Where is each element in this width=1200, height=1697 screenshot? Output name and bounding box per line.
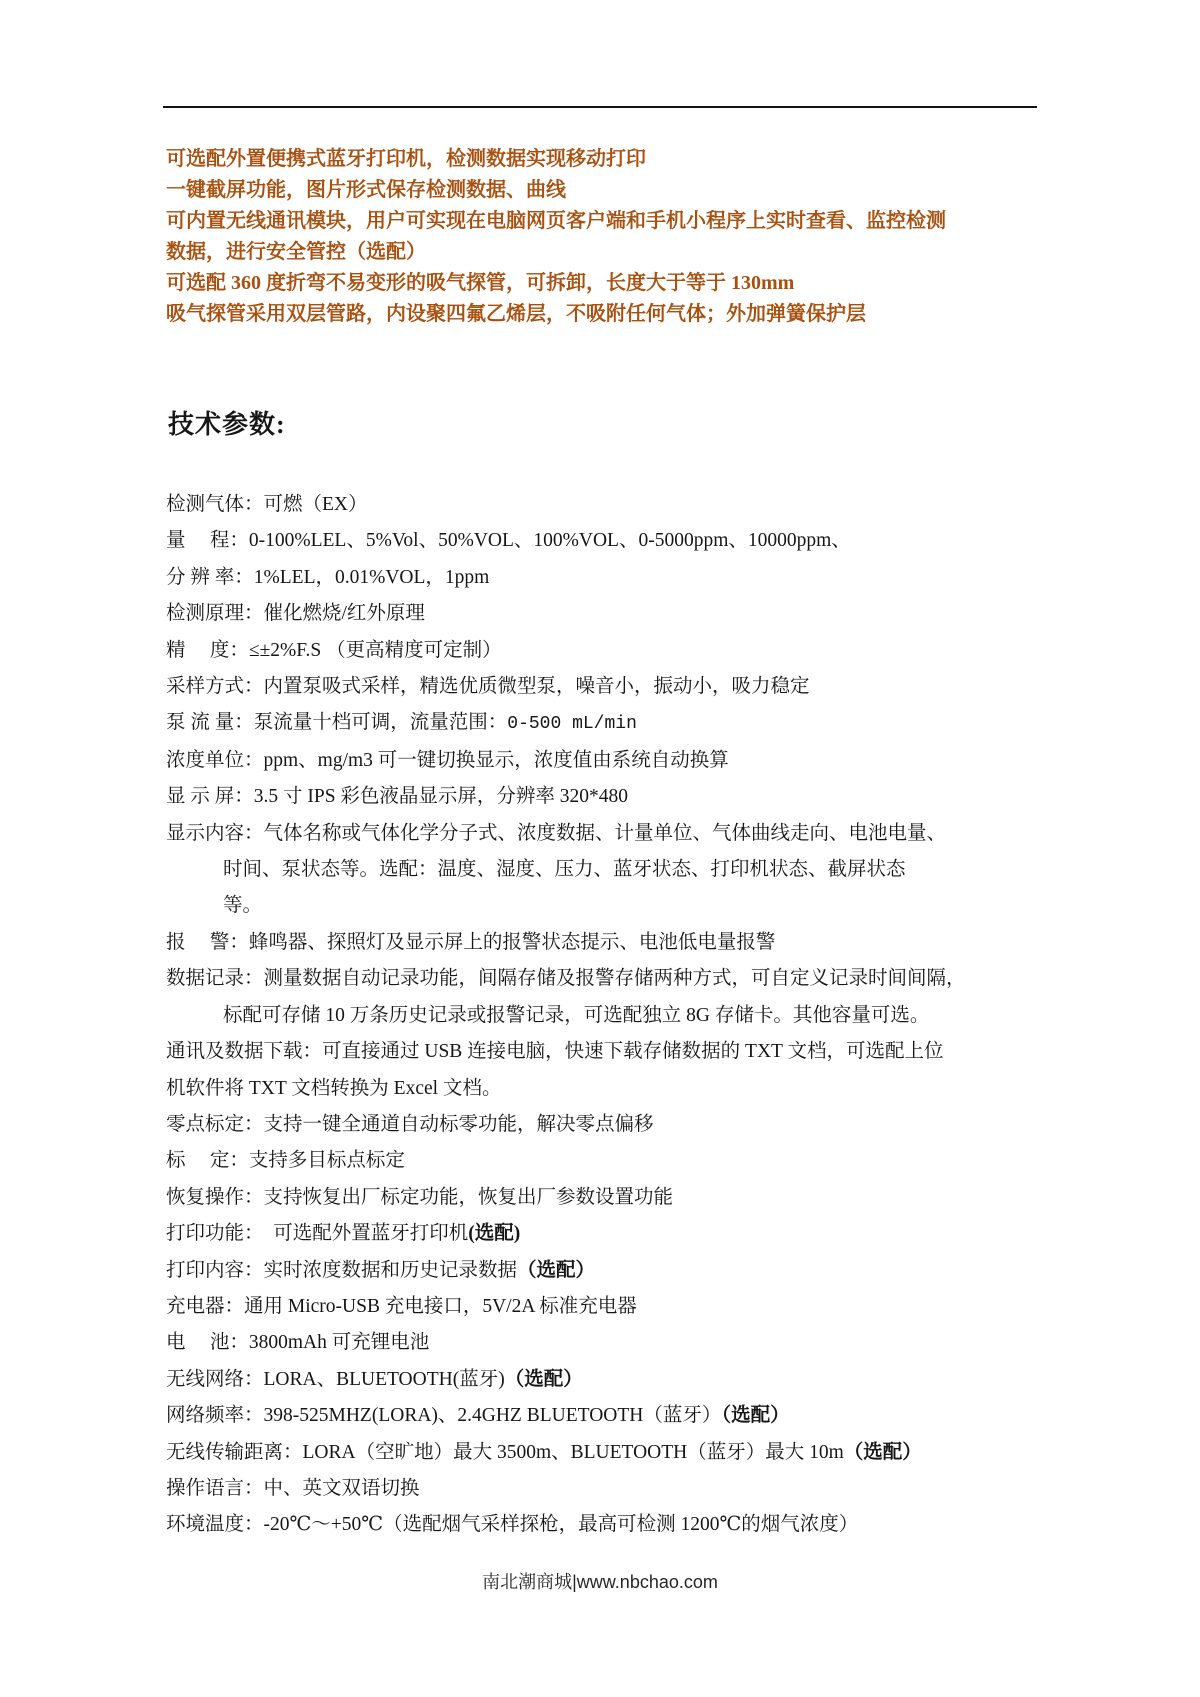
intro-line: 可选配 360 度折弯不易变形的吸气探管，可拆卸，长度大于等于 130mm	[166, 272, 795, 294]
section-title: 技术参数:	[168, 410, 286, 439]
spec-line	[166, 1325, 1052, 1361]
spec-segment: 显示内容：气体名称或气体化学分子式、浓度数据、计量单位、气体曲线走向、电池电量、	[166, 822, 947, 844]
intro-paragraphs	[166, 144, 1046, 330]
spec-segment: 打印内容：实时浓度数据和历史记录数据	[166, 1259, 518, 1281]
spec-line	[166, 669, 1052, 705]
spec-line	[166, 1435, 1052, 1471]
spec-segment: 充电器：通用 Micro-USB 充电接口，5V/2A 标准充电器	[166, 1295, 637, 1317]
spec-segment: 标配可存储 10 万条历史记录或报警记录，可选配独立 8G 存储卡。其他容量可选。	[223, 1004, 930, 1026]
spec-segment: 检测原理：催化燃烧/红外原理	[166, 603, 425, 625]
spec-line	[166, 779, 1052, 815]
spec-segment: (选配)	[468, 1223, 521, 1245]
spec-line	[166, 560, 1052, 596]
spec-segment: 通讯及数据下载：可直接通过 USB 连接电脑，快速下载存储数据的 TXT 文档，可选配上位	[166, 1041, 944, 1063]
spec-segment: （选配）	[504, 1368, 583, 1390]
spec-segment: 无线网络：LORA、BLUETOOTH(蓝牙)	[166, 1368, 505, 1390]
spec-line	[166, 1143, 1052, 1179]
spec-segment: 无线传输距离：LORA（空旷地）最大 3500m、BLUETOOTH（蓝牙）最大 10m	[166, 1441, 844, 1463]
footer-watermark: 南北潮商城|www.nbchao.com	[482, 1572, 718, 1592]
spec-line	[166, 816, 1052, 852]
spec-line	[166, 1471, 1052, 1507]
intro-line: 一键截屏功能，图片形式保存检测数据、曲线	[166, 179, 566, 201]
spec-segment: 泵 流 量：泵流量十档可调，流量范围：	[166, 712, 508, 734]
intro-line: 可内置无线通讯模块，用户可实现在电脑网页客户端和手机小程序上实时查看、监控检测	[166, 210, 946, 232]
spec-segment: 电 池：3800mAh 可充锂电池	[166, 1332, 430, 1354]
spec-segment: 显 示 屏：3.5 寸 IPS 彩色液晶显示屏，分辨率 320*480	[166, 786, 629, 808]
spec-segment: 精 度：≤±2%F.S （更高精度可定制）	[166, 639, 502, 661]
spec-line	[166, 1253, 1052, 1289]
spec-segment: （选配）	[721, 1405, 790, 1427]
spec-line	[166, 487, 1052, 523]
spec-line	[166, 1107, 1052, 1143]
spec-line	[166, 888, 1052, 924]
spec-line	[166, 1071, 1052, 1107]
spec-segment: 时间、泵状态等。选配：温度、湿度、压力、蓝牙状态、打印机状态、截屏状态	[223, 859, 906, 881]
spec-line	[166, 743, 1052, 779]
spec-line	[166, 1034, 1052, 1070]
spec-line	[166, 1507, 1052, 1543]
spec-line	[166, 523, 1052, 559]
spec-line	[166, 852, 1052, 888]
spec-segment: 网络频率：398-525MHZ(LORA)、2.4GHZ BLUETOOTH（蓝牙）	[166, 1405, 722, 1427]
spec-segment: 数据记录：测量数据自动记录功能，间隔存储及报警存储两种方式，可自定义记录时间间隔，	[166, 968, 966, 990]
spec-line	[166, 1216, 1052, 1252]
spec-line	[166, 998, 1052, 1034]
spec-segment: 报 警：蜂鸣器、探照灯及显示屏上的报警状态提示、电池低电量报警	[166, 931, 776, 953]
spec-segment: （选配）	[517, 1259, 596, 1281]
header-rule	[163, 106, 1037, 108]
spec-line	[166, 1398, 1052, 1434]
spec-segment: （选配）	[843, 1441, 922, 1463]
spec-line	[166, 1362, 1052, 1398]
spec-line	[166, 925, 1052, 961]
spec-segment: 分 辨 率：1%LEL，0.01%VOL，1ppm	[166, 566, 490, 588]
spec-line	[166, 596, 1052, 632]
spec-segment: 标 定：支持多目标点标定	[166, 1150, 405, 1172]
spec-line	[166, 633, 1052, 669]
intro-line: 吸气探管采用双层管路，内设聚四氟乙烯层，不吸附任何气体；外加弹簧保护层	[166, 303, 866, 325]
spec-segment: 检测气体：可燃（EX）	[166, 494, 368, 515]
spec-segment: 操作语言：中、英文双语切换	[166, 1477, 420, 1499]
spec-segment: 等。	[223, 895, 263, 917]
spec-line	[166, 1180, 1052, 1216]
spec-segment: 采样方式：内置泵吸式采样，精选优质微型泵，噪音小，振动小，吸力稳定	[166, 676, 810, 698]
spec-segment: 打印功能： 可选配外置蓝牙打印机	[166, 1223, 469, 1245]
spec-list	[166, 487, 1052, 1544]
spec-segment: 量 程：0-100%LEL、5%Vol、50%VOL、100%VOL、0-5000ppm、10000ppm、	[166, 530, 851, 552]
spec-segment: 机软件将 TXT 文档转换为 Excel 文档。	[166, 1077, 502, 1099]
spec-line	[166, 1289, 1052, 1325]
intro-line: 数据，进行安全管控（选配）	[166, 241, 426, 263]
spec-segment: 浓度单位：ppm、mg/m3 可一键切换显示，浓度值由系统自动换算	[166, 749, 729, 771]
spec-segment: 0-500 mL/min	[507, 714, 637, 735]
spec-segment: 环境温度：-20℃～+50℃（选配烟气采样探枪，最高可检测 1200℃的烟气浓度）	[166, 1514, 859, 1536]
spec-line	[166, 961, 1052, 997]
intro-line: 可选配外置便携式蓝牙打印机，检测数据实现移动打印	[166, 148, 646, 170]
spec-line	[166, 705, 1052, 742]
spec-segment: 恢复操作：支持恢复出厂标定功能，恢复出厂参数设置功能	[166, 1186, 674, 1208]
spec-segment: 零点标定：支持一键全通道自动标零功能，解决零点偏移	[166, 1113, 654, 1135]
